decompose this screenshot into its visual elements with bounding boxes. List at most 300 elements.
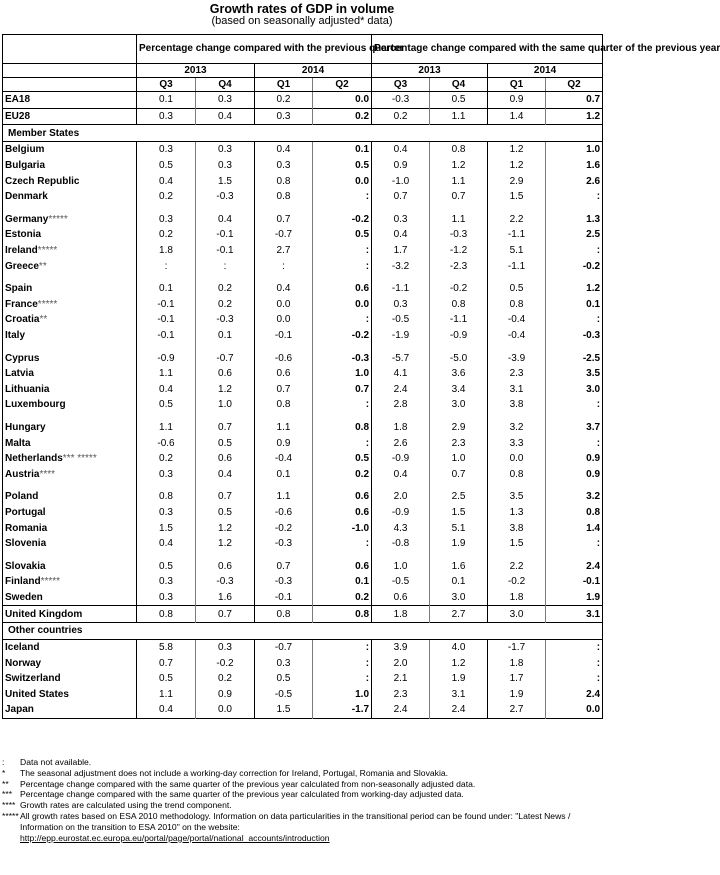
country-cell bbox=[3, 702, 137, 718]
country-name: Netherlands bbox=[5, 453, 63, 465]
table-row bbox=[3, 655, 603, 671]
footnote-text: Data not available. bbox=[20, 757, 92, 767]
value-cell: 0.7 bbox=[546, 92, 603, 109]
value-cell: 3.5 bbox=[488, 489, 546, 505]
value-cell: : bbox=[546, 435, 603, 451]
value-cell: 0.8 bbox=[137, 489, 196, 505]
section-label: Member States bbox=[3, 125, 603, 142]
header-quarter: Q4 bbox=[196, 78, 255, 92]
value-cell: 1.2 bbox=[488, 158, 546, 174]
footnote-marker: ** bbox=[39, 314, 48, 326]
value-cell: -0.9 bbox=[372, 451, 430, 467]
table-row bbox=[3, 505, 603, 521]
country-name: Poland bbox=[5, 491, 39, 503]
country-cell bbox=[3, 574, 137, 590]
value-cell: 0.4 bbox=[255, 142, 313, 158]
table-row bbox=[3, 173, 603, 189]
spacer-cell bbox=[3, 413, 137, 420]
value-cell: 0.1 bbox=[546, 297, 603, 313]
spacer-cell bbox=[196, 343, 255, 350]
spacer-cell bbox=[3, 482, 137, 489]
value-cell: 0.2 bbox=[137, 227, 196, 243]
spacer-cell bbox=[137, 343, 196, 350]
footnote-link-line bbox=[2, 833, 602, 844]
value-cell: 0.6 bbox=[196, 558, 255, 574]
header-year: 2013 bbox=[137, 64, 255, 78]
footnote-marker: ***** bbox=[48, 213, 68, 225]
value-cell: 3.3 bbox=[488, 435, 546, 451]
value-cell: -0.2 bbox=[255, 520, 313, 536]
spacer-cell bbox=[372, 343, 430, 350]
spacer-cell bbox=[430, 205, 488, 212]
value-cell: 1.5 bbox=[488, 536, 546, 552]
page-subtitle: (based on seasonally adjusted* data) bbox=[211, 15, 393, 27]
value-cell: 0.2 bbox=[372, 108, 430, 125]
spacer-cell bbox=[255, 482, 313, 489]
country-name: Slovakia bbox=[5, 560, 46, 572]
spacer-cell bbox=[313, 343, 372, 350]
country-name: France bbox=[5, 298, 38, 310]
value-cell: -0.6 bbox=[255, 505, 313, 521]
table-row bbox=[3, 558, 603, 574]
value-cell: -0.3 bbox=[196, 312, 255, 328]
footnote bbox=[2, 757, 602, 768]
spacer-cell bbox=[372, 482, 430, 489]
spacer-row bbox=[3, 343, 603, 350]
value-cell: 1.2 bbox=[546, 281, 603, 297]
value-cell: 3.0 bbox=[546, 382, 603, 398]
value-cell: 1.8 bbox=[372, 606, 430, 623]
value-cell: 3.2 bbox=[546, 489, 603, 505]
value-cell: -0.4 bbox=[255, 451, 313, 467]
value-cell: 3.5 bbox=[546, 366, 603, 382]
country-name: Malta bbox=[5, 437, 31, 449]
value-cell: -0.5 bbox=[255, 687, 313, 703]
value-cell: 0.5 bbox=[137, 158, 196, 174]
value-cell: 0.8 bbox=[255, 606, 313, 623]
value-cell: 0.1 bbox=[255, 466, 313, 482]
value-cell: 0.7 bbox=[255, 382, 313, 398]
value-cell: -0.9 bbox=[137, 350, 196, 366]
country-cell bbox=[3, 590, 137, 606]
value-cell: -0.5 bbox=[372, 312, 430, 328]
value-cell: 0.7 bbox=[196, 606, 255, 623]
country-cell bbox=[3, 558, 137, 574]
table-row bbox=[3, 350, 603, 366]
value-cell: -0.3 bbox=[430, 227, 488, 243]
value-cell: -0.6 bbox=[255, 350, 313, 366]
table-row bbox=[3, 536, 603, 552]
value-cell: 0.7 bbox=[372, 189, 430, 205]
country-cell bbox=[3, 466, 137, 482]
value-cell: 0.8 bbox=[488, 297, 546, 313]
spacer-cell bbox=[430, 413, 488, 420]
value-cell: 0.6 bbox=[313, 558, 372, 574]
value-cell: 0.6 bbox=[196, 366, 255, 382]
value-cell: 1.6 bbox=[196, 590, 255, 606]
value-cell: : bbox=[313, 639, 372, 655]
section-header-row bbox=[3, 125, 603, 142]
country-cell bbox=[3, 142, 137, 158]
value-cell: -0.3 bbox=[313, 350, 372, 366]
value-cell: 0.3 bbox=[196, 142, 255, 158]
value-cell: 0.4 bbox=[137, 702, 196, 718]
value-cell: 4.0 bbox=[430, 639, 488, 655]
footnote bbox=[2, 811, 602, 833]
header-quarter: Q3 bbox=[137, 78, 196, 92]
value-cell: 0.3 bbox=[137, 108, 196, 125]
value-cell: 1.2 bbox=[430, 655, 488, 671]
value-cell: : bbox=[546, 243, 603, 259]
value-cell: 0.3 bbox=[196, 639, 255, 655]
footnote-marker: ***** bbox=[40, 576, 61, 588]
value-cell: -0.1 bbox=[196, 227, 255, 243]
value-cell: -0.8 bbox=[372, 536, 430, 552]
value-cell: 0.3 bbox=[196, 92, 255, 109]
value-cell: 0.1 bbox=[430, 574, 488, 590]
footnote-marker: ***** bbox=[37, 298, 58, 310]
value-cell: 1.1 bbox=[137, 366, 196, 382]
value-cell: 0.0 bbox=[196, 702, 255, 718]
country-cell bbox=[3, 92, 137, 109]
spacer-cell bbox=[430, 343, 488, 350]
country-cell bbox=[3, 189, 137, 205]
country-cell bbox=[3, 655, 137, 671]
value-cell: 0.0 bbox=[313, 297, 372, 313]
value-cell: 3.1 bbox=[488, 382, 546, 398]
value-cell: 0.3 bbox=[196, 158, 255, 174]
value-cell: 0.0 bbox=[488, 451, 546, 467]
value-cell: -0.1 bbox=[255, 328, 313, 344]
value-cell: -3.2 bbox=[372, 258, 430, 274]
table-row bbox=[3, 397, 603, 413]
table-row bbox=[3, 212, 603, 228]
value-cell: 3.2 bbox=[488, 420, 546, 436]
value-cell: 0.5 bbox=[430, 92, 488, 109]
value-cell: -0.2 bbox=[313, 212, 372, 228]
value-cell: 0.1 bbox=[196, 328, 255, 344]
value-cell: : bbox=[546, 189, 603, 205]
footnote-marker: *** ***** bbox=[62, 453, 97, 465]
country-name: Czech Republic bbox=[5, 175, 80, 187]
value-cell: 0.1 bbox=[137, 92, 196, 109]
table-row bbox=[3, 687, 603, 703]
value-cell: 0.3 bbox=[255, 108, 313, 125]
table-row bbox=[3, 606, 603, 623]
spacer-cell bbox=[313, 551, 372, 558]
value-cell: 0.2 bbox=[196, 297, 255, 313]
header-blank bbox=[3, 35, 137, 64]
country-cell bbox=[3, 227, 137, 243]
table-row bbox=[3, 158, 603, 174]
country-cell bbox=[3, 435, 137, 451]
value-cell: -0.3 bbox=[255, 536, 313, 552]
footnote-symbol: *** bbox=[2, 789, 13, 800]
footnote-marker: ***** bbox=[37, 245, 58, 257]
value-cell: -0.2 bbox=[196, 655, 255, 671]
value-cell: 1.5 bbox=[137, 520, 196, 536]
value-cell: 0.5 bbox=[196, 505, 255, 521]
table-row bbox=[3, 258, 603, 274]
spacer-cell bbox=[313, 413, 372, 420]
table-row bbox=[3, 382, 603, 398]
value-cell: : bbox=[313, 397, 372, 413]
header-year: 2014 bbox=[488, 64, 603, 78]
value-cell: 0.9 bbox=[255, 435, 313, 451]
spacer-cell bbox=[488, 482, 546, 489]
value-cell: 0.8 bbox=[488, 466, 546, 482]
spacer-cell bbox=[546, 413, 603, 420]
value-cell: -0.2 bbox=[546, 258, 603, 274]
value-cell: 3.7 bbox=[546, 420, 603, 436]
value-cell: 0.1 bbox=[313, 142, 372, 158]
value-cell: : bbox=[313, 312, 372, 328]
value-cell: 0.9 bbox=[546, 466, 603, 482]
country-name: Slovenia bbox=[5, 538, 47, 550]
value-cell: 0.2 bbox=[196, 281, 255, 297]
table-row bbox=[3, 297, 603, 313]
value-cell: 0.4 bbox=[372, 466, 430, 482]
spacer-cell bbox=[372, 274, 430, 281]
value-cell: 2.4 bbox=[546, 687, 603, 703]
country-name: Luxembourg bbox=[5, 399, 66, 411]
table-row bbox=[3, 435, 603, 451]
gdp-table bbox=[2, 34, 720, 719]
value-cell: -3.9 bbox=[488, 350, 546, 366]
spacer-cell bbox=[255, 343, 313, 350]
footnote-marker: ** bbox=[38, 260, 47, 272]
country-name: Japan bbox=[5, 704, 34, 716]
header-group-previous-quarter: Percentage change compared with the previous quarter bbox=[137, 35, 372, 64]
table-row bbox=[3, 227, 603, 243]
spacer-cell bbox=[546, 551, 603, 558]
value-cell: 0.6 bbox=[313, 505, 372, 521]
spacer-cell bbox=[488, 274, 546, 281]
value-cell: : bbox=[546, 312, 603, 328]
value-cell: -0.7 bbox=[196, 350, 255, 366]
country-name: Hungary bbox=[5, 421, 46, 433]
value-cell: 2.2 bbox=[488, 212, 546, 228]
table-row bbox=[3, 451, 603, 467]
value-cell: 1.5 bbox=[255, 702, 313, 718]
value-cell: 5.1 bbox=[430, 520, 488, 536]
country-cell bbox=[3, 382, 137, 398]
value-cell: 0.7 bbox=[430, 466, 488, 482]
value-cell: 0.9 bbox=[546, 451, 603, 467]
table-row bbox=[3, 639, 603, 655]
spacer-cell bbox=[137, 413, 196, 420]
value-cell: 2.7 bbox=[255, 243, 313, 259]
country-name: Portugal bbox=[5, 506, 46, 518]
table-body bbox=[3, 92, 603, 719]
spacer-cell bbox=[196, 274, 255, 281]
header-year: 2013 bbox=[372, 64, 488, 78]
value-cell: 0.0 bbox=[255, 312, 313, 328]
table-row bbox=[3, 520, 603, 536]
value-cell: 3.8 bbox=[488, 520, 546, 536]
table-row bbox=[3, 92, 603, 109]
country-cell bbox=[3, 687, 137, 703]
value-cell: 2.0 bbox=[372, 655, 430, 671]
value-cell: 0.7 bbox=[313, 382, 372, 398]
country-cell bbox=[3, 312, 137, 328]
value-cell: 0.7 bbox=[255, 212, 313, 228]
table-row bbox=[3, 108, 603, 125]
spacer-cell bbox=[3, 343, 137, 350]
value-cell: 1.5 bbox=[488, 189, 546, 205]
country-name: United States bbox=[5, 688, 69, 700]
spacer-cell bbox=[196, 413, 255, 420]
spacer-row bbox=[3, 482, 603, 489]
value-cell: 4.1 bbox=[372, 366, 430, 382]
section-label: Other countries bbox=[3, 622, 603, 639]
value-cell: 3.1 bbox=[546, 606, 603, 623]
table-row bbox=[3, 489, 603, 505]
spacer-cell bbox=[255, 274, 313, 281]
value-cell: 1.2 bbox=[196, 520, 255, 536]
value-cell: : bbox=[313, 536, 372, 552]
footnote-text: The seasonal adjustment does not include a working-day correction for Ireland, Portugal, Romania and Slovakia. bbox=[20, 767, 449, 778]
country-name: Finland bbox=[5, 576, 41, 588]
value-cell: 1.2 bbox=[488, 142, 546, 158]
spacer-cell bbox=[255, 205, 313, 212]
value-cell: -1.1 bbox=[430, 312, 488, 328]
value-cell: 1.5 bbox=[196, 173, 255, 189]
country-cell bbox=[3, 258, 137, 274]
value-cell: 1.7 bbox=[372, 243, 430, 259]
value-cell: 1.8 bbox=[372, 420, 430, 436]
value-cell: 1.0 bbox=[372, 558, 430, 574]
value-cell: 0.7 bbox=[430, 189, 488, 205]
value-cell: 0.0 bbox=[255, 297, 313, 313]
value-cell: 2.4 bbox=[546, 558, 603, 574]
value-cell: -1.1 bbox=[488, 227, 546, 243]
spacer-cell bbox=[313, 274, 372, 281]
value-cell: -2.5 bbox=[546, 350, 603, 366]
table-row bbox=[3, 189, 603, 205]
spacer-cell bbox=[137, 205, 196, 212]
footnote-symbol: **** bbox=[2, 800, 16, 811]
country-cell bbox=[3, 451, 137, 467]
value-cell: 1.6 bbox=[546, 158, 603, 174]
footnote-symbol-blank bbox=[2, 833, 20, 844]
value-cell: : bbox=[546, 671, 603, 687]
footnote-symbol: ***** bbox=[2, 810, 19, 821]
value-cell: 0.8 bbox=[255, 173, 313, 189]
value-cell: : bbox=[196, 258, 255, 274]
header-quarter: Q1 bbox=[488, 78, 546, 92]
spacer-cell bbox=[3, 551, 137, 558]
value-cell: 2.5 bbox=[546, 227, 603, 243]
country-cell bbox=[3, 606, 137, 623]
value-cell: 0.8 bbox=[255, 189, 313, 205]
header-quarter: Q2 bbox=[546, 78, 603, 92]
value-cell: -0.5 bbox=[372, 574, 430, 590]
value-cell: 0.4 bbox=[196, 108, 255, 125]
spacer-cell bbox=[546, 343, 603, 350]
value-cell: 2.1 bbox=[372, 671, 430, 687]
value-cell: 1.7 bbox=[488, 671, 546, 687]
table-row bbox=[3, 243, 603, 259]
value-cell: 2.6 bbox=[546, 173, 603, 189]
spacer-cell bbox=[255, 413, 313, 420]
value-cell: 1.2 bbox=[196, 536, 255, 552]
value-cell: : bbox=[313, 189, 372, 205]
country-cell bbox=[3, 420, 137, 436]
country-cell bbox=[3, 671, 137, 687]
country-name: Norway bbox=[5, 657, 42, 669]
value-cell: -0.6 bbox=[137, 435, 196, 451]
value-cell: 0.3 bbox=[137, 466, 196, 482]
value-cell: 0.3 bbox=[255, 655, 313, 671]
value-cell: 0.4 bbox=[137, 173, 196, 189]
country-cell bbox=[3, 108, 137, 125]
value-cell: : bbox=[546, 639, 603, 655]
country-name: Germany bbox=[5, 213, 49, 225]
value-cell: 1.8 bbox=[488, 590, 546, 606]
value-cell: 1.9 bbox=[488, 687, 546, 703]
value-cell: 2.3 bbox=[372, 687, 430, 703]
value-cell: 0.5 bbox=[137, 671, 196, 687]
country-cell bbox=[3, 505, 137, 521]
table-row bbox=[3, 328, 603, 344]
value-cell: : bbox=[546, 397, 603, 413]
value-cell: 1.0 bbox=[430, 451, 488, 467]
value-cell: : bbox=[313, 435, 372, 451]
value-cell: 1.3 bbox=[488, 505, 546, 521]
value-cell: 0.4 bbox=[372, 142, 430, 158]
value-cell: 0.8 bbox=[137, 606, 196, 623]
value-cell: 0.4 bbox=[196, 212, 255, 228]
country-cell bbox=[3, 536, 137, 552]
value-cell: 0.2 bbox=[313, 108, 372, 125]
value-cell: 2.9 bbox=[430, 420, 488, 436]
value-cell: 3.0 bbox=[488, 606, 546, 623]
table-row bbox=[3, 366, 603, 382]
value-cell: -1.7 bbox=[313, 702, 372, 718]
value-cell: 0.6 bbox=[255, 366, 313, 382]
value-cell: -0.2 bbox=[430, 281, 488, 297]
value-cell: -2.3 bbox=[430, 258, 488, 274]
value-cell: 0.5 bbox=[196, 435, 255, 451]
value-cell: 1.0 bbox=[313, 687, 372, 703]
footnote bbox=[2, 768, 602, 779]
eurostat-link[interactable]: http://epp.eurostat.ec.europa.eu/portal/page/portal/national_accounts/introduction bbox=[20, 832, 330, 843]
value-cell: 1.9 bbox=[430, 536, 488, 552]
spacer-cell bbox=[546, 482, 603, 489]
country-cell bbox=[3, 158, 137, 174]
spacer-row bbox=[3, 274, 603, 281]
spacer-cell bbox=[3, 274, 137, 281]
value-cell: 0.1 bbox=[137, 281, 196, 297]
footnote bbox=[2, 789, 602, 800]
value-cell: 1.2 bbox=[546, 108, 603, 125]
country-name: Iceland bbox=[5, 642, 40, 654]
footnote-symbol: * bbox=[2, 767, 6, 778]
value-cell: 0.5 bbox=[488, 281, 546, 297]
value-cell: 2.5 bbox=[430, 489, 488, 505]
value-cell: -0.3 bbox=[196, 189, 255, 205]
spacer-cell bbox=[546, 205, 603, 212]
value-cell: 0.3 bbox=[137, 142, 196, 158]
country-cell bbox=[3, 281, 137, 297]
value-cell: 0.7 bbox=[255, 558, 313, 574]
value-cell: 1.6 bbox=[430, 558, 488, 574]
spacer-row bbox=[3, 205, 603, 212]
value-cell: 0.2 bbox=[196, 671, 255, 687]
value-cell: 5.8 bbox=[137, 639, 196, 655]
spacer-cell bbox=[372, 205, 430, 212]
